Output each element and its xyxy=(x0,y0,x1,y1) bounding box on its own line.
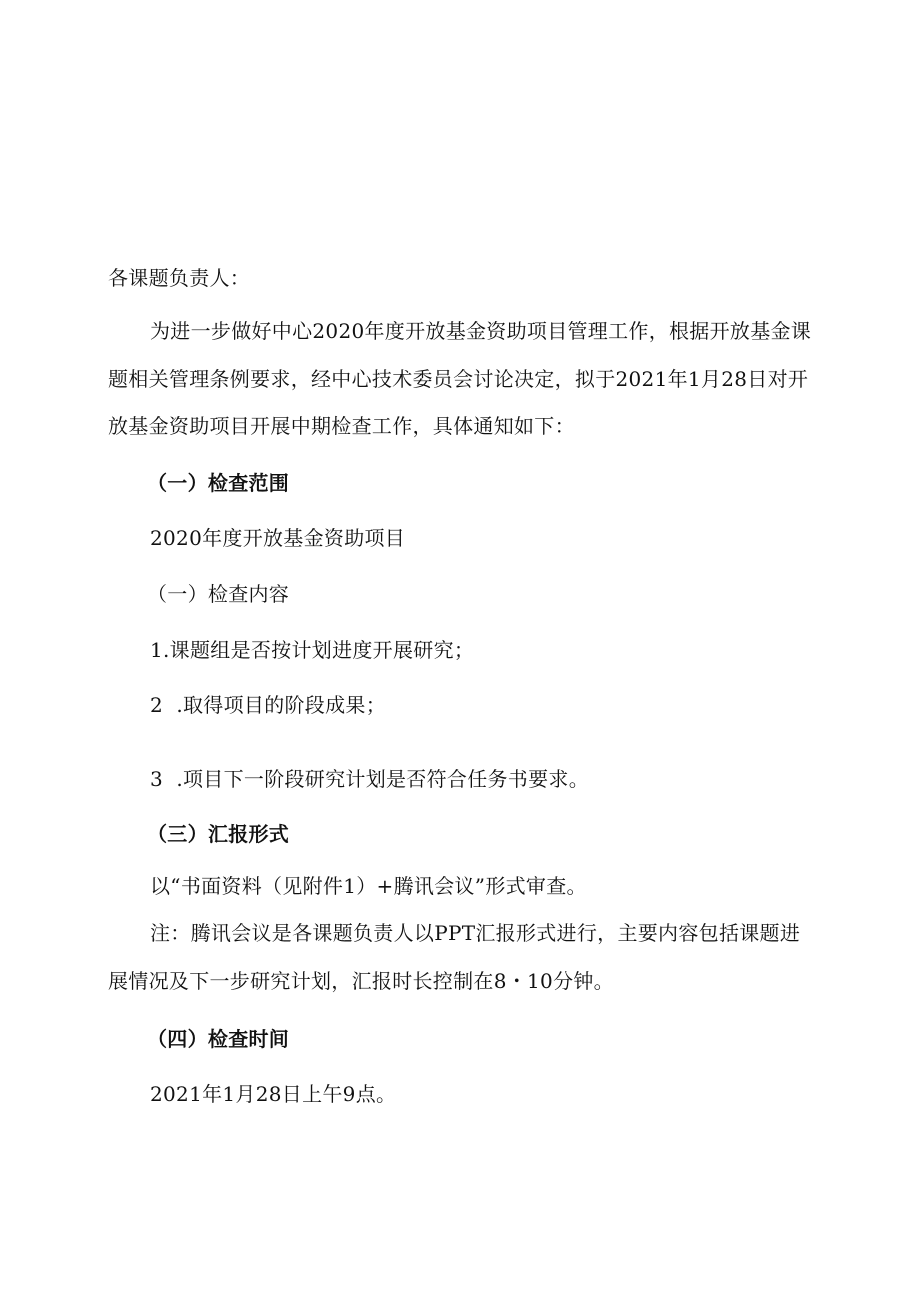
section-body: 2021年1月28日上午9点。 xyxy=(150,1082,397,1106)
section-heading: （三）汇报形式 xyxy=(147,822,290,846)
section-heading: （一）检查范围 xyxy=(147,471,290,495)
list-item: 1.课题组是否按计划进度开展研究； xyxy=(150,638,475,662)
section-body: 以“书面资料（见附件1）+腾讯会议”形式审查。 xyxy=(150,874,587,898)
intro-line-1: 为进一步做好中心2020年度开放基金资助项目管理工作，根据开放基金课 xyxy=(150,319,812,343)
section-body: 2020年度开放基金资助项目 xyxy=(150,526,406,550)
list-item: 2 .取得项目的阶段成果； xyxy=(150,693,386,717)
intro-line-3: 放基金资助项目开展中期检查工作，具体通知如下： xyxy=(108,414,575,438)
section-heading: （四）检查时间 xyxy=(147,1027,290,1051)
section-heading: （一）检查内容 xyxy=(147,582,290,606)
salutation: 各课题负责人： xyxy=(108,266,251,290)
note-line-1: 注：腾讯会议是各课题负责人以PPT汇报形式进行，主要内容包括课题进 xyxy=(150,921,801,945)
note-line-2: 展情况及下一步研究计划，汇报时长控制在8・10分钟。 xyxy=(108,969,614,993)
intro-line-2: 题相关管理条例要求，经中心技术委员会讨论决定，拟于2021年1月28日对开 xyxy=(108,367,809,391)
list-item: 3 .项目下一阶段研究计划是否符合任务书要求。 xyxy=(150,767,589,791)
